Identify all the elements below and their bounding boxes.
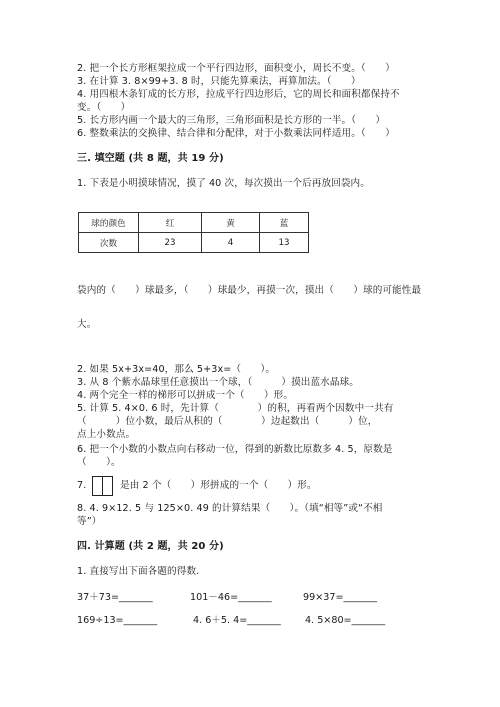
judge-item-3: 3. 在计算 3. 8×99+3. 8 时，只能先算乘法，再算加法。（ ） (77, 76, 361, 87)
fill-question-5-cont: （ ）位小数，最后从积的（ ）边起数出（ ）位， (77, 416, 378, 427)
judge-item-5: 5. 长方形内画一个最大的三角形，三角形面积是长方形的一半。（ ） (77, 115, 386, 126)
fill-question-3: 3. 从 8 个紫水晶球里任意摸出一个球，（ ）摸出蓝水晶球。 (77, 377, 359, 388)
table-cell: 黄 (202, 213, 260, 233)
section-4-heading: 四. 计算题 (共 2 题，共 20 分) (77, 541, 224, 552)
calc-item: 99×37=_______ (303, 592, 378, 603)
table-cell: 4 (202, 233, 260, 253)
fill-question-7: 是由 2 个（ ）形拼成的一个（ ）形。 (120, 480, 317, 491)
fill-question-6: 6. 把一个小数的小数点向右移动一位，得到的新数比原数多 4. 5，原数是 (77, 444, 393, 455)
fill-question-1: 1. 下表是小明摸球情况，摸了 40 次，每次摸出一个后再放回袋内。 (77, 178, 370, 189)
table-cell: 13 (260, 233, 309, 253)
calc-question-1: 1. 直接写出下面各题的得数. (77, 566, 200, 577)
fill-question-8: 8. 4. 9×12. 5 与 125×0. 49 的计算结果（ ）。（填“相等”或“不相 (77, 503, 383, 514)
table-cell: 球的颜色 (79, 213, 139, 233)
fill-question-1-answer-line-cont: 大。 (77, 319, 97, 330)
table-cell: 蓝 (260, 213, 309, 233)
table-cell: 23 (139, 233, 202, 253)
calc-item: 4. 6＋5. 4=_______ (193, 615, 281, 626)
fill-question-4: 4. 两个完全一样的梯形可以拼成一个（ ）形。 (77, 390, 294, 401)
calc-item: 4. 5×80=_______ (305, 615, 386, 626)
fill-question-2: 2. 如果 5x+3x=40，那么 5+3x=（ ）。 (77, 364, 276, 375)
fill-question-1-answer-line: 袋内的（ ）球最多，（ ）球最少，再摸一次，摸出（ ）球的可能性最 (77, 285, 422, 296)
calc-item: 37＋73=_______ (77, 592, 153, 603)
calc-item: 101－46=_______ (190, 592, 272, 603)
table-cell: 次数 (79, 233, 139, 253)
fill-question-7-number: 7. (77, 480, 87, 491)
calc-item: 169÷13=_______ (77, 615, 158, 626)
judge-item-6: 6. 整数乘法的交换律、结合律和分配律，对于小数乘法同样适用。（ ） (77, 128, 395, 139)
judge-item-4: 4. 用四根木条钉成的长方形，拉成平行四边形后，它的周长和面积都保持不 (77, 89, 400, 100)
judge-item-2: 2. 把一个长方形框架拉成一个平行四边形，面积变小，周长不变。（ ） (77, 63, 395, 74)
fill-question-5: 5. 计算 5. 4×0. 6 时，先计算（ ）的积，再看两个因数中一共有 (77, 403, 394, 414)
fill-question-6-cont: （ ）。 (77, 457, 121, 468)
table-cell: 红 (139, 213, 202, 233)
table-row (79, 213, 309, 233)
judge-item-4-cont: 变。（ ） (77, 102, 131, 113)
split-rectangle-figure (92, 476, 113, 496)
section-3-heading: 三. 填空题 (共 8 题，共 19 分) (77, 153, 224, 164)
fill-question-8-cont: 等”） (77, 516, 102, 527)
fill-question-5-cont-2: 点上小数点。 (77, 429, 136, 440)
ball-tally-table (78, 212, 309, 253)
table-row (79, 233, 309, 253)
